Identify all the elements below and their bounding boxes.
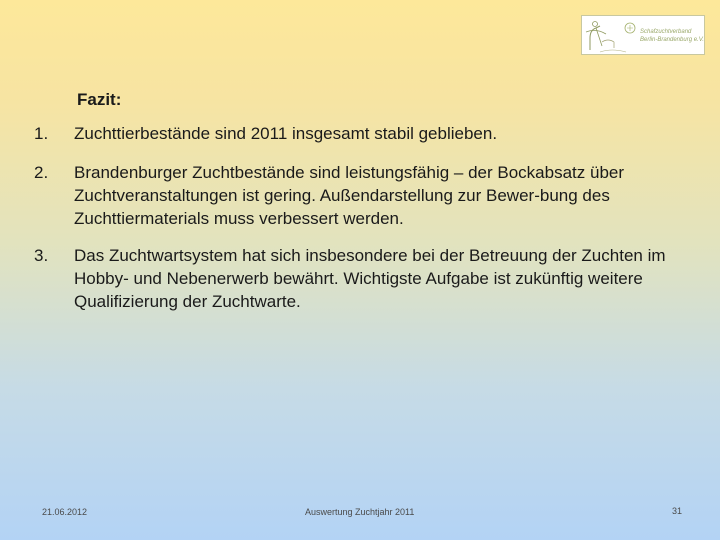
logo-text-line1: Schafzuchtverband (640, 29, 692, 35)
section-heading: Fazit: (77, 90, 122, 109)
list-item-text: Das Zuchtwartsystem hat sich insbesondere bei der Betreuung der Zuchten im Hobby- und Nebenerwerb bewährt. Wichtigste Aufgabe ist zukünftig weitere Qualifizierung der Zuchtwarte. (74, 246, 666, 311)
footer-date: 21.06.2012 (42, 507, 88, 517)
association-logo (581, 15, 705, 55)
list-item-number: 2. (34, 163, 49, 182)
footer-title: Auswertung Zuchtjahr 2011 (305, 507, 415, 517)
page-number: 31 (672, 506, 683, 516)
list-item-text: Zuchttierbestände sind 2011 insgesamt stabil geblieben. (74, 124, 498, 143)
shepherd-icon (582, 16, 706, 56)
logo-text-line2: Berlin-Brandenburg e.V. (640, 37, 704, 43)
list-item-number: 1. (34, 124, 49, 143)
list-item-text: Brandenburger Zuchtbestände sind leistungsfähig – der Bockabsatz über Zuchtveranstaltungen ist gering. Außendarstellung zur Bewer-bung des Zuchttiermaterials muss verbessert werden. (74, 163, 625, 228)
list-item-number: 3. (34, 246, 49, 265)
